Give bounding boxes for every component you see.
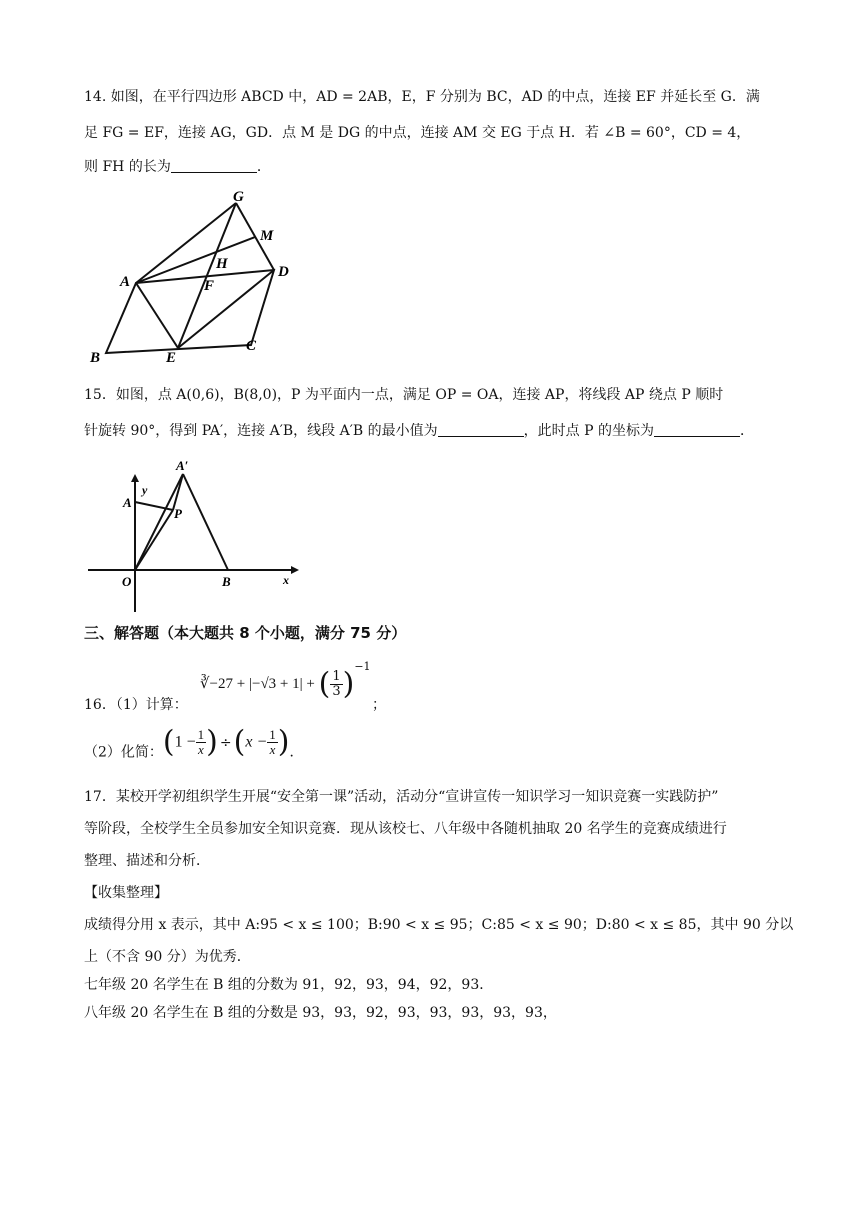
q17-line4: 成绩得分用 x 表示，其中 A:95 < x ≤ 100；B:90 < x ≤ 95；C:85 < x ≤ 90；D:80 < x ≤ 85，其中 90 分以 xyxy=(84,917,794,933)
q14-line1: 14. 如图，在平行四边形 ABCD 中，AD = 2AB，E，F 分别为 BC，AD 的中点，连接 EF 并延长至 G．满 xyxy=(84,89,760,105)
q17-line7: 八年级 20 名学生在 B 组的分数是 93，93，92，93，93，93，93，93， xyxy=(84,1005,557,1021)
segment-eg xyxy=(178,203,236,348)
label-x: x xyxy=(283,573,289,587)
q15-answer-blank-1[interactable] xyxy=(438,422,524,437)
label-a: A xyxy=(120,274,131,290)
label-a: A xyxy=(123,495,132,510)
q15-figure xyxy=(86,452,306,617)
label-p: P xyxy=(174,506,182,521)
q16-part1-expression: ∛−27 + |−√3 + 1| + ( $\frac{1}{3}$ )$^{-1}$ xyxy=(200,660,371,702)
segment-op xyxy=(135,510,173,570)
y-axis-arrow-icon xyxy=(131,474,139,482)
q17-line2: 等阶段，全校学生全员参加安全知识竞赛．现从该校七、八年级中各随机抽取 20 名学生的竞赛成绩进行 xyxy=(84,821,727,837)
q15-line2 xyxy=(84,420,754,442)
x-axis-arrow-icon xyxy=(291,566,299,574)
q16-part2-label: （2）化简： xyxy=(84,744,163,761)
q15-answer-blank-2[interactable] xyxy=(654,422,740,437)
segment-a-prime-b xyxy=(183,474,228,570)
q16-part2: （2）化简：(1 − $\frac{1}{x}$ ) ÷(x − $\frac{1}{x}$ )． xyxy=(84,724,304,761)
q14-line2: 足 FG = EF，连接 AG，GD．点 M 是 DG 的中点，连接 AM 交 EG 于点 H．若 ∠B = 60°，CD = 4， xyxy=(84,125,751,141)
q14-figure xyxy=(86,190,326,370)
label-b: B xyxy=(222,574,231,589)
section-3-title: 三、解答题（本大题共 8 个小题，满分 75 分） xyxy=(84,624,407,642)
q16-exponent: −1 xyxy=(354,660,371,673)
label-e: E xyxy=(166,350,177,366)
q14-answer-blank[interactable] xyxy=(171,158,257,173)
q15-line2-end: ． xyxy=(739,423,754,439)
q15-line1: 15．如图，点 A(0,6)，B(8,0)，P 为平面内一点，满足 OP = OA，连接 AP，将线段 AP 绕点 P 顺时 xyxy=(84,387,724,403)
label-a-prime: A′ xyxy=(176,458,189,473)
q16-part1-label: 16．（1）计算： xyxy=(84,697,188,713)
segment-am xyxy=(136,237,255,283)
label-g: G xyxy=(233,190,244,205)
label-h: H xyxy=(216,256,228,272)
label-o: O xyxy=(122,574,132,589)
label-m: M xyxy=(260,228,274,244)
q17-line3: 整理、描述和分析． xyxy=(84,853,210,869)
q17-line1: 17．某校开学初组织学生开展“安全第一课”活动，活动分“宣讲宣传一知识学习一知识竞赛一实践防护” xyxy=(84,789,719,805)
label-y: y xyxy=(142,483,148,497)
q14-line3-text: 则 FH 的长为 xyxy=(84,159,171,175)
q14-line3 xyxy=(84,156,271,178)
segment-ed xyxy=(178,270,274,348)
label-f: F xyxy=(204,278,215,294)
q15-line2-b: ，此时点 P 的坐标为 xyxy=(523,423,654,439)
q16-expr-a: ∛−27 + |−√3 + 1| + xyxy=(200,676,319,692)
q16-fraction: $\frac{1}{3}$ xyxy=(332,668,341,699)
q15-line2-a: 针旋转 90°，得到 PA′，连接 A′B，线段 A′B 的最小值为 xyxy=(84,423,438,439)
q14-line3-end: ． xyxy=(256,159,271,175)
q17-section-collect: 【收集整理】 xyxy=(84,885,168,901)
label-b: B xyxy=(90,350,101,366)
q17-line5: 上（不含 90 分）为优秀． xyxy=(84,949,251,965)
segment-ae xyxy=(136,283,178,348)
q17-line6: 七年级 20 名学生在 B 组的分数为 91，92，93，94，92，93． xyxy=(84,977,494,993)
label-c: C xyxy=(246,338,257,354)
q16-part1-end: ； xyxy=(372,697,386,713)
label-d: D xyxy=(278,264,289,280)
